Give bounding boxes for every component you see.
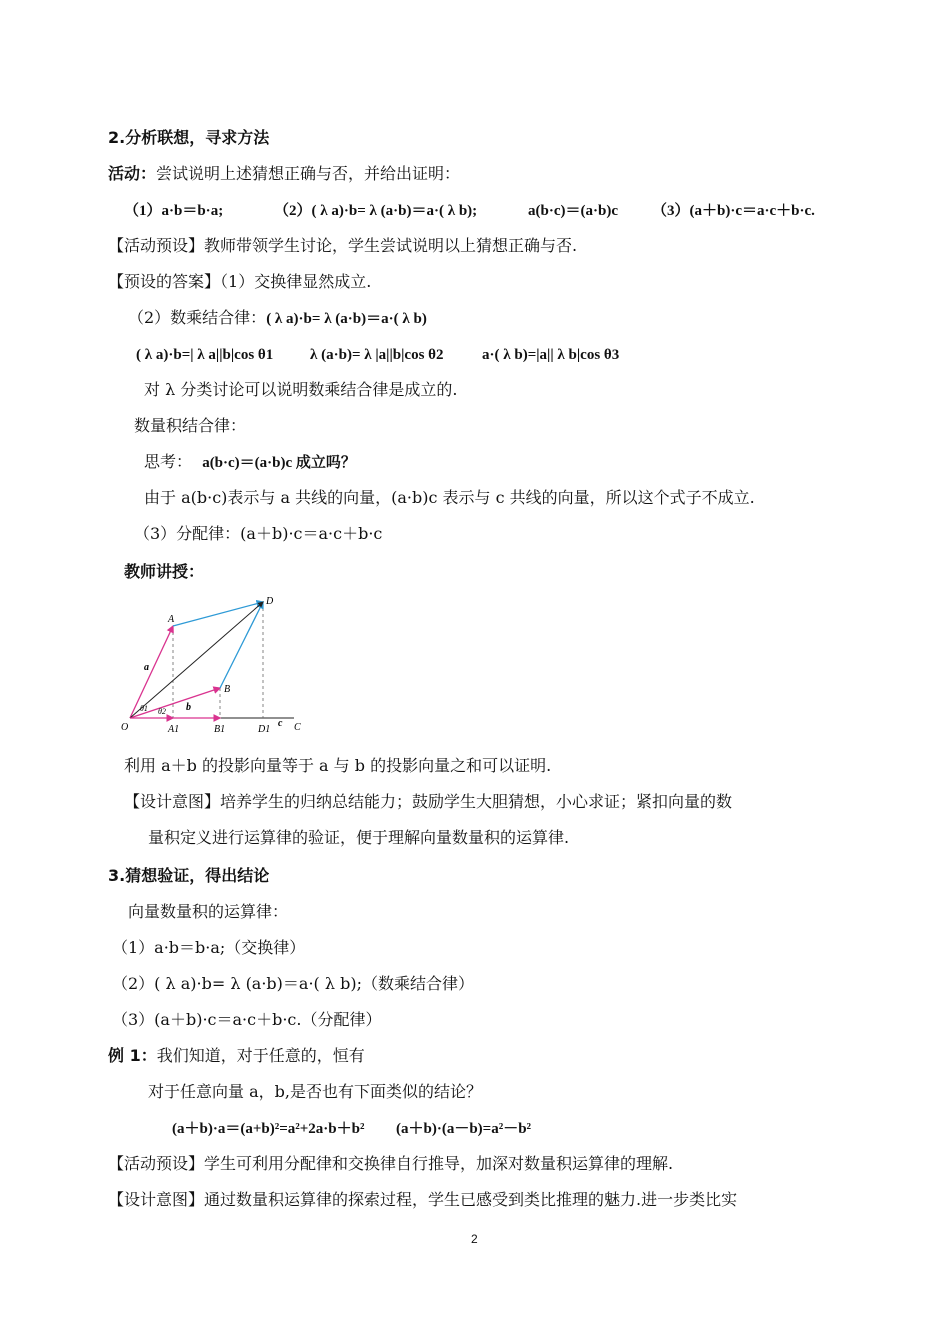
think-line <box>144 451 356 474</box>
conjecture-3 <box>652 199 815 222</box>
answer-2-note: 对 λ 分类讨论可以说明数乘结合律是成立的. <box>144 380 458 399</box>
example-1-formula-1 <box>172 1117 365 1140</box>
example-1-formula-1-text: (a＋b)·a＝(a+b)²=a²+2a·b＋b² <box>172 1121 365 1137</box>
answer-2-eq3 <box>482 343 619 366</box>
example-1-line <box>108 1045 365 1067</box>
vector-b <box>130 688 220 718</box>
label-a: a <box>144 662 149 673</box>
label-A: A <box>168 614 175 625</box>
activity-label: 活动： <box>108 164 157 183</box>
dot-assoc-title: 数量积结合律： <box>134 416 247 435</box>
label-O: O <box>121 722 129 733</box>
example-1-question: 对于任意向量 a，b,是否也有下面类似的结论？ <box>148 1082 482 1101</box>
conjecture-2b <box>528 199 618 222</box>
reason-line: 由于 a(b·c)表示与 a 共线的向量，(a·b)c 表示与 c 共线的向量，所以这个式子不成立. <box>144 488 755 507</box>
preset-activity: 【活动预设】教师带领学生讨论，学生尝试说明以上猜想正确与否. <box>108 236 578 255</box>
example-1-formula-2-text: (a＋b)·(a－b)=a²－b² <box>396 1121 532 1137</box>
vector-BD <box>220 602 263 688</box>
preset-answer-line <box>108 271 371 293</box>
label-C: C <box>294 722 301 733</box>
think-label: 思考： <box>144 452 193 471</box>
label-b: b <box>186 702 191 713</box>
page-number: 2 <box>471 1232 478 1246</box>
answer-2-eq2 <box>310 343 444 366</box>
law-2: （2）( λ a)·b= λ (a·b)＝a·( λ b);（数乘结合律） <box>112 974 474 993</box>
activity-line <box>108 163 460 185</box>
answer-2-eq1-text: ( λ a)·b=| λ a||b|cos θ1 <box>136 347 274 363</box>
design-intent-line-2: 量积定义进行运算律的验证，便于理解向量数量积的运算律. <box>148 828 570 847</box>
projection-diagram <box>118 592 318 742</box>
activity-text: 尝试说明上述猜想正确与否，并给出证明： <box>156 164 461 183</box>
preset-answer-1: （1）交换律显然成立. <box>220 272 372 291</box>
conjecture-1-text: （1）a·b＝b·a; <box>124 203 224 219</box>
example-1-preset: 【活动预设】学生可利用分配律和交换律自行推导，加深对数量积运算律的理解. <box>108 1154 674 1173</box>
label-A1: A1 <box>168 724 180 735</box>
example-1-text: 我们知道，对于任意的，恒有 <box>156 1046 365 1065</box>
answer-2-eq3-text: a·( λ b)=|a|| λ b|cos θ3 <box>482 347 620 363</box>
conjecture-1 <box>124 199 223 222</box>
law-1: （1）a·b＝b·a;（交换律） <box>112 938 306 957</box>
label-theta1: θ1 <box>140 704 148 713</box>
example-1-design: 【设计意图】通过数量积运算律的探索过程，学生已感受到类比推理的魅力.进一步类比实 <box>108 1190 738 1209</box>
label-c: c <box>278 718 283 729</box>
law-3: （3）(a＋b)·c＝a·c＋b·c.（分配律） <box>112 1010 382 1029</box>
conjecture-2-text: （2）( λ a)·b= λ (a·b)＝a·( λ b); <box>274 203 478 219</box>
label-theta2: θ2 <box>158 707 166 716</box>
preset-answer-label: 【预设的答案】 <box>108 272 221 291</box>
section-3-heading: 3.猜想验证，得出结论 <box>108 866 270 885</box>
conjecture-2 <box>274 199 477 222</box>
design-intent-line-1: 【设计意图】培养学生的归纳总结能力；鼓励学生大胆猜想，小心求证；紧扣向量的数 <box>124 792 733 811</box>
answer-2-line <box>128 307 427 330</box>
answer-2-eq2-text: λ (a·b)= λ |a||b|cos θ2 <box>310 347 444 363</box>
example-1-label: 例 1： <box>108 1046 157 1065</box>
proof-text: 利用 a＋b 的投影向量等于 a 与 b 的投影向量之和可以证明. <box>124 756 552 775</box>
section-3-intro: 向量数量积的运算律： <box>128 902 289 921</box>
label-D1: D1 <box>258 724 271 735</box>
answer-2-title: （2）数乘结合律： <box>128 308 267 327</box>
conjecture-3-text: （3）(a＋b)·c＝a·c＋b·c. <box>652 203 815 219</box>
think-formula: a(b·c)＝(a·b)c 成立吗？ <box>202 455 356 471</box>
answer-3-line: （3）分配律：(a＋b)·c＝a·c＋b·c <box>134 524 383 543</box>
conjecture-2b-text: a(b·c)＝(a·b)c <box>528 203 618 219</box>
teacher-label: 教师讲授： <box>124 562 205 581</box>
example-1-formula-2 <box>396 1117 531 1140</box>
answer-2-eq1 <box>136 343 273 366</box>
vector-a <box>130 626 173 718</box>
answer-2-formula: ( λ a)·b= λ (a·b)＝a·( λ b) <box>266 311 427 327</box>
label-D: D <box>266 596 274 607</box>
label-B1: B1 <box>214 724 226 735</box>
label-B: B <box>224 684 231 695</box>
section-2-heading: 2.分析联想，寻求方法 <box>108 128 270 147</box>
